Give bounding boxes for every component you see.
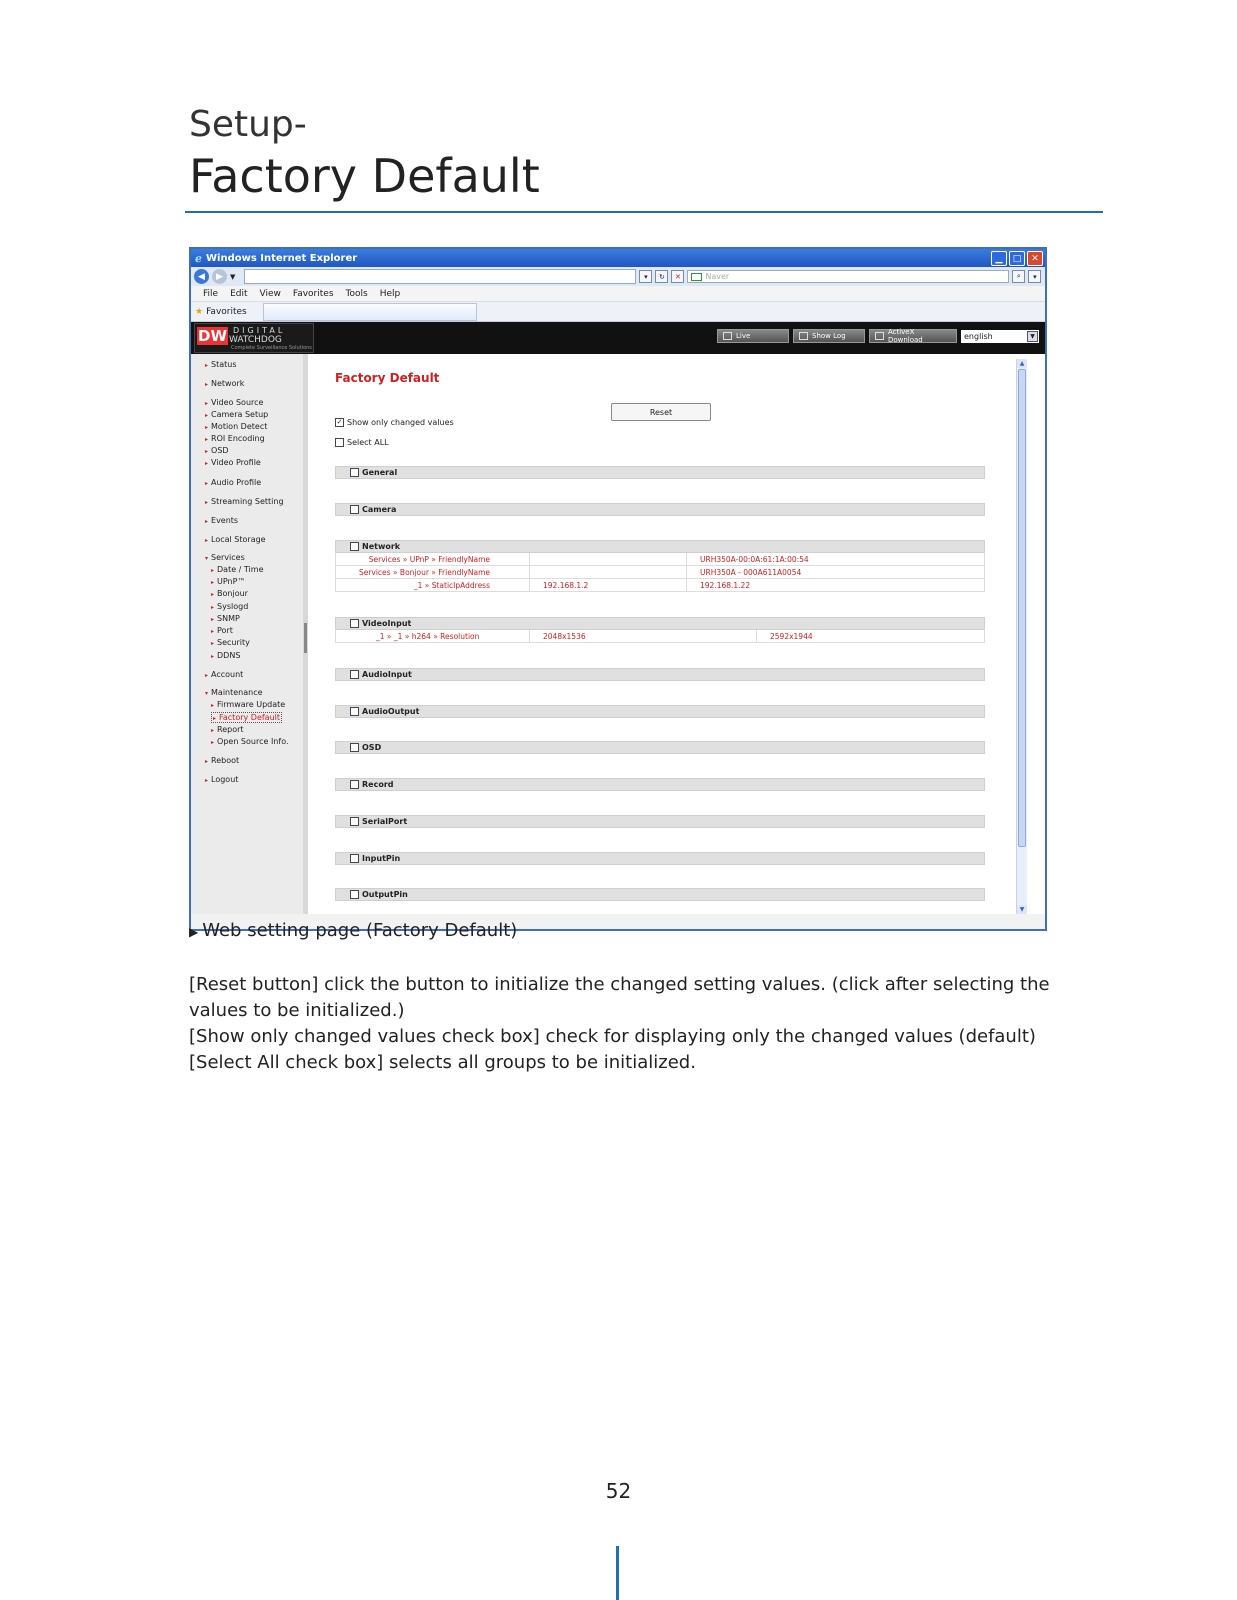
sidebar-item-label: Audio Profile (211, 478, 262, 487)
cell-name: _1 » StaticIpAddress (413, 581, 490, 590)
sidebar-item[interactable] (211, 712, 282, 723)
bullet-arrow-icon: ▸ (211, 616, 215, 623)
sidebar-item[interactable] (205, 379, 244, 388)
logo-tagline: Complete Surveillance Solutions (231, 345, 312, 351)
download-icon (875, 332, 884, 340)
sidebar-item[interactable] (211, 602, 248, 611)
sidebar-item[interactable] (211, 725, 244, 734)
sidebar-item[interactable] (205, 478, 261, 487)
favorites-bar (191, 302, 1045, 322)
browser-title-bar (191, 249, 1045, 267)
sidebar-item-label: Local Storage (211, 535, 266, 544)
sidebar-item-label: Events (211, 516, 239, 525)
bullet-arrow-icon: ▸ (211, 727, 215, 734)
forward-button[interactable]: ▶ (212, 269, 227, 284)
vertical-scrollbar[interactable] (1016, 359, 1027, 914)
sidebar-item-label: Video Profile (211, 458, 261, 467)
bullet-arrow-icon: ▸ (211, 567, 215, 574)
figure-caption (189, 920, 517, 941)
sidebar-item[interactable] (211, 737, 289, 746)
column-divider (529, 579, 530, 591)
browser-tab[interactable] (263, 303, 477, 321)
show-changed-option[interactable] (335, 418, 454, 427)
sidebar-item-label: ROI Encoding (211, 434, 265, 443)
bullet-arrow-icon: ▸ (205, 424, 209, 431)
group-label: OutputPin (362, 890, 408, 899)
sidebar-item[interactable] (211, 651, 240, 660)
cell-current: 2048x1536 (543, 632, 586, 641)
address-input[interactable] (244, 269, 636, 284)
group-label: AudioOutput (362, 707, 420, 716)
bullet-arrow-icon: ▸ (211, 628, 215, 635)
bullet-arrow-icon: ▸ (211, 604, 215, 611)
caption-triangle-icon: ▶ (189, 925, 199, 939)
sidebar-item-label: Status (211, 360, 237, 369)
bullet-arrow-icon: ▸ (205, 412, 209, 419)
cell-name: _1 » _1 » h264 » Resolution (376, 632, 480, 641)
select-all-checkbox[interactable] (335, 438, 344, 447)
sidebar-item-label: Factory Default (219, 713, 281, 722)
sidebar-item-label: Date / Time (217, 565, 264, 574)
show-log-label: Show Log (812, 332, 846, 340)
group-header[interactable] (335, 888, 985, 901)
group-header[interactable] (335, 815, 985, 828)
activex-download-button[interactable] (869, 329, 957, 343)
group-header[interactable] (335, 466, 985, 479)
group-header[interactable] (335, 668, 985, 681)
group-checkbox[interactable] (350, 468, 359, 477)
page-heading (189, 104, 540, 206)
sidebar-item[interactable] (205, 775, 238, 784)
column-divider (686, 553, 687, 565)
sidebar-item[interactable] (211, 700, 285, 709)
page-number: 52 (605, 1479, 632, 1503)
group-header[interactable] (335, 617, 985, 630)
sidebar-item-label: Port (217, 626, 233, 635)
group-header[interactable] (335, 852, 985, 865)
menu-view[interactable]: View (259, 288, 281, 299)
favorites-star-icon: ★ (195, 306, 204, 317)
back-button[interactable]: ◀ (194, 269, 209, 284)
bullet-arrow-icon: ▸ (205, 672, 209, 679)
menu-favorites[interactable]: Favorites (292, 288, 334, 299)
sidebar-item-label: Services (211, 553, 245, 562)
bullet-arrow-icon: ▸ (205, 499, 209, 506)
sidebar-item-label: Streaming Setting (211, 497, 284, 506)
section-label: Setup- (189, 104, 307, 145)
favorites-button[interactable]: Favorites (206, 306, 247, 317)
bullet-arrow-icon: ▸ (205, 362, 209, 369)
sidebar-item-label: Maintenance (211, 688, 263, 697)
sidebar-item-label: Camera Setup (211, 410, 269, 419)
column-divider (686, 566, 687, 578)
browser-window (189, 247, 1047, 931)
cell-default: 2592x1944 (770, 632, 813, 641)
logo-line1: DIGITAL (233, 326, 286, 335)
group-label: Network (362, 542, 401, 551)
sidebar-item[interactable] (205, 398, 263, 407)
group-label: SerialPort (362, 817, 408, 826)
group-label: AudioInput (362, 670, 412, 679)
bullet-arrow-icon: ▸ (211, 591, 215, 598)
group-label: Record (362, 780, 394, 789)
group-label: OSD (362, 743, 382, 752)
show-log-button[interactable] (793, 329, 865, 343)
group-checkbox[interactable] (350, 542, 359, 551)
group-checkbox[interactable] (350, 619, 359, 628)
bullet-arrow-icon: ▸ (205, 518, 209, 525)
maximize-button[interactable]: □ (1009, 251, 1025, 266)
menu-edit[interactable]: Edit (230, 288, 248, 299)
sidebar-item-label: Security (217, 638, 250, 647)
expanded-arrow-icon: ▾ (205, 690, 209, 697)
cell-name: Services » Bonjour » FriendlyName (358, 568, 490, 577)
sidebar-item[interactable] (205, 458, 261, 467)
sidebar-item[interactable] (205, 516, 238, 525)
sidebar-item[interactable] (205, 422, 267, 431)
group-label: General (362, 468, 398, 477)
chevron-down-icon: ▼ (1027, 331, 1038, 342)
reset-button[interactable]: Reset (611, 403, 711, 421)
cell-default: URH350A - 000A611A0054 (700, 568, 802, 577)
bullet-arrow-icon: ▸ (205, 537, 209, 544)
group-checkbox[interactable] (350, 854, 359, 863)
search-placeholder: Naver (705, 272, 730, 281)
group-checkbox[interactable] (350, 780, 359, 789)
minimize-button[interactable]: ▁ (991, 251, 1007, 266)
stop-icon[interactable]: ✕ (671, 270, 684, 283)
panel-title: Factory Default (335, 371, 440, 385)
group-checkbox[interactable] (350, 817, 359, 826)
column-divider (529, 630, 530, 642)
sidebar-item[interactable] (211, 589, 248, 598)
sidebar-item[interactable] (211, 577, 245, 586)
sidebar-item[interactable] (205, 446, 229, 455)
bullet-arrow-icon: ▸ (205, 480, 209, 487)
table-row (335, 566, 985, 579)
expanded-arrow-icon: ▾ (205, 555, 209, 562)
address-bar-row (191, 267, 1045, 286)
sidebar-item[interactable] (205, 497, 284, 506)
sidebar-item[interactable] (205, 535, 266, 544)
sidebar-item-label: Video Source (211, 398, 264, 407)
bullet-arrow-icon: ▸ (205, 436, 209, 443)
sidebar-item[interactable] (205, 670, 243, 679)
ie-icon: ℯ (195, 251, 202, 265)
menu-file[interactable]: File (203, 288, 219, 299)
factory-default-panel (309, 354, 1015, 914)
sidebar-item[interactable] (211, 638, 250, 647)
sidebar-item-label: Open Source Info. (217, 737, 289, 746)
cell-current: 192.168.1.2 (543, 581, 589, 590)
bullet-arrow-icon: ▸ (205, 777, 209, 784)
bullet-arrow-icon: ▸ (205, 460, 209, 467)
sidebar-item[interactable] (211, 626, 233, 635)
language-value: english (964, 331, 993, 341)
show-changed-label: Show only changed values (347, 418, 454, 427)
browser-title: Windows Internet Explorer (206, 252, 358, 264)
cell-default: URH350A-00:0A:61:1A:00:54 (700, 555, 809, 564)
logo-mark: DW (198, 327, 227, 345)
close-button[interactable]: ✕ (1027, 251, 1043, 266)
live-label: Live (736, 332, 751, 340)
bullet-arrow-icon: ▸ (213, 715, 217, 722)
search-input[interactable] (687, 270, 1009, 283)
bullet-arrow-icon: ▸ (211, 640, 215, 647)
monitor-icon (723, 332, 732, 340)
body-paragraph: [Select All check box] selects all groups to be initialized. (189, 1052, 696, 1073)
page-footer-rule (616, 1546, 619, 1600)
sidebar-item-label: Network (211, 379, 245, 388)
column-divider (686, 579, 687, 591)
group-header[interactable] (335, 778, 985, 791)
sidebar-item-label: OSD (211, 446, 229, 455)
body-text (189, 972, 1059, 1076)
sidebar-item[interactable] (205, 553, 245, 562)
column-divider (756, 630, 757, 642)
column-divider (529, 566, 530, 578)
group-checkbox[interactable] (350, 890, 359, 899)
app-content (191, 354, 1045, 914)
group-checkbox[interactable] (350, 505, 359, 514)
refresh-icon[interactable]: ↻ (655, 270, 668, 283)
group-label: InputPin (362, 854, 401, 863)
sidebar-item[interactable] (205, 434, 265, 443)
activex-label: ActiveX Download (887, 328, 923, 344)
language-select[interactable] (961, 330, 1039, 343)
body-paragraph: [Reset button] click the button to initialize the changed setting values. (click after selecting the values to be initialized.) (189, 974, 1050, 1021)
sidebar-item-label: DDNS (217, 651, 241, 660)
sidebar-item-label: Syslogd (217, 602, 249, 611)
sidebar-item[interactable] (205, 756, 239, 765)
bullet-arrow-icon: ▸ (205, 381, 209, 388)
column-divider (529, 553, 530, 565)
group-checkbox[interactable] (350, 743, 359, 752)
bullet-arrow-icon: ▸ (205, 400, 209, 407)
sidebar-item[interactable] (211, 614, 240, 623)
select-all-label: Select ALL (347, 438, 389, 447)
sidebar-item[interactable] (211, 565, 264, 574)
sidebar-item-label: Bonjour (217, 589, 248, 598)
sidebar-item-label: Reboot (211, 756, 240, 765)
menu-tools[interactable]: Tools (345, 288, 368, 299)
sidebar-item-label: SNMP (217, 614, 240, 623)
bullet-arrow-icon: ▸ (211, 739, 215, 746)
body-paragraph: [Show only changed values check box] check for displaying only the changed values (default) (189, 1026, 1036, 1047)
sidebar-item[interactable] (205, 360, 237, 369)
table-row (335, 553, 985, 566)
select-all-option[interactable] (335, 438, 389, 447)
sidebar-item-label: Account (211, 670, 244, 679)
splitter-handle[interactable] (304, 623, 307, 653)
table-row (335, 630, 985, 643)
group-header[interactable] (335, 540, 985, 553)
sidebar-item-label: UPnP™ (217, 577, 246, 586)
caption-text: Web setting page (Factory Default) (202, 920, 518, 941)
search-icon[interactable]: ⌕ (1012, 270, 1025, 283)
show-changed-checkbox[interactable]: ✓ (336, 418, 343, 426)
menu-help[interactable]: Help (379, 288, 401, 299)
group-header[interactable] (335, 503, 985, 516)
history-dropdown-icon[interactable]: ▼ (230, 272, 236, 281)
page-title: Factory Default (189, 149, 540, 203)
sidebar-item-label: Logout (211, 775, 239, 784)
group-checkbox[interactable] (350, 670, 359, 679)
sidebar-item-label: Report (217, 725, 244, 734)
bullet-arrow-icon: ▸ (205, 448, 209, 455)
group-header[interactable] (335, 705, 985, 718)
group-label: VideoInput (362, 619, 412, 628)
sidebar-item[interactable] (205, 410, 268, 419)
log-icon (799, 332, 808, 340)
title-divider (185, 211, 1103, 213)
sidebar-item-label: Firmware Update (217, 700, 286, 709)
group-checkbox[interactable] (350, 707, 359, 716)
logo-line2: WATCHDOG (229, 335, 282, 345)
search-options-icon[interactable]: ▾ (1028, 270, 1041, 283)
bullet-arrow-icon: ▸ (211, 653, 215, 660)
menu-bar (191, 286, 1045, 302)
cell-name: Services » UPnP » FriendlyName (368, 555, 490, 564)
sidebar (191, 354, 304, 914)
live-button[interactable] (717, 329, 789, 343)
search-provider-icon (691, 273, 702, 281)
digital-watchdog-logo (194, 323, 314, 353)
table-row (335, 579, 985, 592)
bullet-arrow-icon: ▸ (211, 579, 215, 586)
bullet-arrow-icon: ▸ (211, 702, 215, 709)
cell-default: 192.168.1.22 (700, 581, 751, 590)
app-header (191, 322, 1045, 354)
bullet-arrow-icon: ▸ (205, 758, 209, 765)
group-header[interactable] (335, 741, 985, 754)
sidebar-item[interactable] (205, 688, 263, 697)
scroll-thumb[interactable] (1018, 369, 1026, 847)
scroll-down-icon[interactable]: ▼ (1017, 905, 1027, 914)
scroll-up-icon[interactable]: ▲ (1017, 359, 1027, 368)
sidebar-item-label: Motion Detect (211, 422, 268, 431)
address-dropdown-icon[interactable]: ▾ (639, 270, 652, 283)
group-label: Camera (362, 505, 397, 514)
